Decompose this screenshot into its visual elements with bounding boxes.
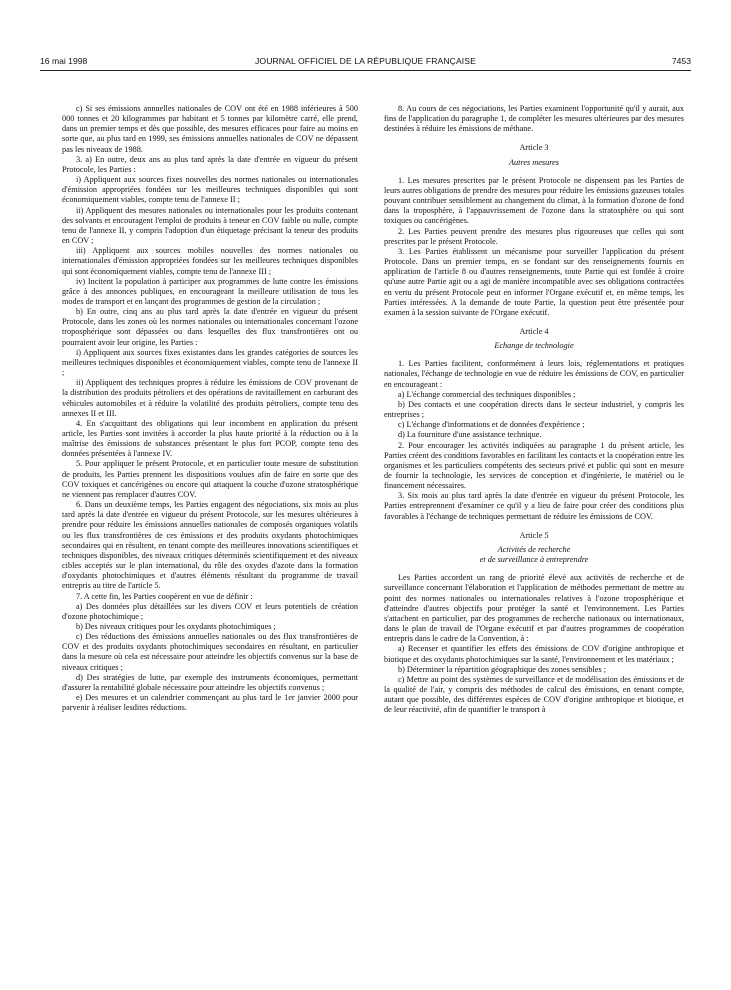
paragraph: 2. Pour encourager les activités indiquées au paragraphe 1 du présent article, les Parties créent des conditions favorables en facilitant les contacts et la coopération entre les organismes et les particuliers compétents des secteurs privé et public qui sont en mesure de fournir la technologie, les services de conception et d'ingénierie, le matériel ou le financement nécessaires.: [384, 440, 684, 491]
issue-date: 16 mai 1998: [40, 56, 88, 66]
list-item: e) Des mesures et un calendrier commençant au plus tard le 1er janvier 2000 pour parvenir à réaliser lesdites réductions.: [62, 693, 358, 713]
article-3-subheading: Autres mesures: [508, 157, 560, 167]
journal-title: JOURNAL OFFICIEL DE LA RÉPUBLIQUE FRANÇAISE: [255, 56, 476, 66]
paragraph: b) En outre, cinq ans au plus tard après la date d'entrée en vigueur du présent Protocole, dans les zones où les normes nationales ou internationales concernant l'ozone troposphérique sont dépassées ou dans lesquelles des flux transfrontières ont ou pourraient avoir leur origine, les Parties :: [62, 307, 358, 347]
article-4-heading: Article 4: [519, 326, 549, 336]
paragraph: Les Parties accordent un rang de priorité élevé aux activités de recherche et de surveillance concernant l'élaboration et l'application de méthodes permettant de mettre au point des normes nationales ou internationales relatives à l'ozone troposphérique et d'atteindre d'autres objectifs pour protéger la santé et l'environnement. Les Parties s'attachent en particulier, par des programmes de recherche nationaux ou internationaux, dans le plan de travail de l'Organe exécutif et par d'autres programmes de coopération entrepris dans le cadre de la Convention, à :: [384, 573, 684, 644]
article-5-subheading-line-1: Activités de recherche: [497, 544, 571, 554]
article-5-subheading-line-2: et de surveillance à entreprendre: [479, 555, 589, 565]
list-item: i) Appliquent aux sources fixes existantes dans les grandes catégories de sources les meilleures techniques disponibles et économiquement viables, compte tenu de l'annexe II ;: [62, 347, 358, 378]
right-column: [384, 104, 684, 715]
list-item: iv) Incitent la population à participer aux programmes de lutte contre les émissions grâce à des annonces publiques, en encourageant la meilleure utilisation de tous les modes de transport et en lançant des programmes de gestion de la circulation ;: [62, 276, 358, 306]
list-item: ii) Appliquent des techniques propres à réduire les émissions de COV provenant de la distribution des produits pétroliers et des opérations de ravitaillement en carburant des véhicules automobiles et à réduire la volatilité des produits pétroliers, compte tenu des annexes II et III.: [62, 378, 358, 418]
list-item: b) Déterminer la répartition géographique des zones sensibles ;: [398, 664, 607, 674]
list-item: b) Des niveaux critiques pour les oxydants photochimiques ;: [76, 621, 276, 631]
article-5-heading: Article 5: [519, 530, 549, 540]
paragraph: 1. Les mesures prescrites par le présent Protocole ne dispensent pas les Parties de leurs autres obligations de prendre des mesures pour réduire les émissions gazeuses totales pouvant contribuer sensiblement au changement du climat, à la formation d'ozone de fond dans la troposphère, à l'appauvrissement de l'ozone dans la stratosphère ou qui sont toxiques ou cancérigènes.: [384, 175, 684, 226]
list-item: d) Des stratégies de lutte, par exemple des instruments économiques, permettant d'assurer la rentabilité globale nécessaire pour atteindre les objectifs convenus ;: [62, 672, 358, 692]
list-item: a) Des données plus détaillées sur les divers COV et leurs potentiels de création d'ozone photochimique ;: [62, 601, 358, 621]
list-item: c) Des réductions des émissions annuelles nationales ou des flux transfrontières de COV et des produits oxydants photochimiques secondaires en résultant, en particulier dans la mesure où cela est nécessaire pour atteindre les objectifs convenus sur la base de niveaux critiques ;: [62, 632, 358, 672]
paragraph: 6. Dans un deuxième temps, les Parties engagent des négociations, six mois au plus tard après la date d'entrée en vigueur du présent Protocole, sur les mesures ultérieures à prendre pour réduire les émissions annuelles nationales de composés organiques volatils ou les flux transfrontières de ces émissions et des produits oxydants photochimiques secondaires qui en résultent, en tenant compte des meilleures innovations scientifiques et techniques disponibles, des niveaux critiques déterminés scientifiquement et des niveaux cibles acceptés sur le plan international, du rôle des oxydes d'azote dans la formation d'oxydants photochimiques et d'autres éléments résultant du programme de travail entrepris au titre de l'article 5.: [62, 500, 358, 591]
paragraph: 8. Au cours de ces négociations, les Parties examinent l'opportunité qu'il y aurait, aux fins de l'application du paragraphe 1, de compléter les mesures ultérieures par des mesures destinées à réduire les émissions de méthane.: [384, 104, 684, 134]
list-item: i) Appliquent aux sources fixes nouvelles des normes nationales ou internationales d'émission appropriées fondées sur les meilleures techniques disponibles qui sont économiquement viables, compte tenu de l'annexe II ;: [62, 175, 358, 205]
list-item: iii) Appliquent aux sources mobiles nouvelles des normes nationales ou internationales d'émission appropriées fondées sur les meilleures techniques disponibles qui sont économiquement viables, compte tenu de l'annexe III ;: [62, 246, 358, 276]
paragraph: 3. Les Parties établissent un mécanisme pour surveiller l'application du présent Protocole. Dans un premier temps, en se fondant sur des renseignements fournis en application de l'article 8 ou d'autres renseignements, toute Partie qui est fondée à croire qu'une autre Partie agit ou a agi de manière incompatible avec ses obligations contractées en vertu du présent Protocole peut en informer l'Organe exécutif et, en même temps, les Parties intéressées. A la demande de toute Partie, la question peut être présentée pour examen à la session suivante de l'Organe exécutif.: [384, 246, 684, 317]
left-column: [62, 104, 358, 713]
paragraph: 7. A cette fin, les Parties coopèrent en vue de définir :: [76, 591, 253, 601]
list-item: d) La fourniture d'une assistance technique.: [398, 430, 542, 440]
paragraph: 1. Les Parties facilitent, conformément à leurs lois, réglementations et pratiques nationales, l'échange de technologie en vue de réduire les émissions de COV, en particulier en encourageant :: [384, 359, 684, 389]
paragraph: 3. a) En outre, deux ans au plus tard après la date d'entrée en vigueur du présent Protocole, les Parties :: [62, 154, 358, 174]
paragraph: 4. En s'acquittant des obligations qui leur incombent en application du présent article, les Parties sont invitées à accorder la plus haute priorité à la réduction ou à la maîtrise des émissions de substances présentant le plus fort PCOP, compte tenu des données présentées à l'annexe IV.: [62, 418, 358, 459]
page-header: [40, 56, 691, 70]
paragraph: c) Si ses émissions annuelles nationales de COV ont été en 1988 inférieures à 500 000 tonnes et 20 kilogrammes par habitant et 5 tonnes par kilomètre carré, elle prend, dans un premier temps et dès que possible, des mesures efficaces pour faire au moins en sorte que, au plus tard en 1999, ses émissions annuelles nationales de COV ne dépassent pas les niveaux de 1988.: [62, 104, 358, 154]
list-item: a) Recenser et quantifier les effets des émissions de COV d'origine anthropique et biotique et des oxydants photochimiques sur la santé, l'environnement et les matériaux ;: [384, 644, 684, 664]
page-number: 7453: [671, 56, 691, 66]
paragraph: 2. Les Parties peuvent prendre des mesures plus rigoureuses que celles qui sont prescrites par le présent Protocole.: [384, 226, 684, 246]
article-4-subheading: Echange de technologie: [494, 341, 574, 351]
list-item: b) Des contacts et une coopération directs dans le secteur industriel, y compris les entreprises ;: [384, 399, 684, 420]
paragraph: 5. Pour appliquer le présent Protocole, et en particulier toute mesure de substitution de produits, les Parties prennent les dispositions voulues afin de faire en sorte que des COV toxiques et cancérigènes ou encore qui attaquent la couche d'ozone stratosphérique ne viennent pas remplacer d'autres COV.: [62, 459, 358, 499]
header-rule: [40, 70, 691, 71]
paragraph: 3. Six mois au plus tard après la date d'entrée en vigueur du présent Protocole, les Parties entreprennent d'examiner ce qu'il y a lieu de faire pour créer des conditions plus favorables à l'échange de techniques permettant de réduire les émissions de COV.: [384, 491, 684, 521]
article-3-heading: Article 3: [519, 143, 549, 153]
list-item: a) L'échange commercial des techniques disponibles ;: [398, 389, 576, 399]
list-item: c) L'échange d'informations et de données d'expérience ;: [398, 420, 585, 430]
list-item: c) Mettre au point des systèmes de surveillance et de modélisation des émissions et de la qualité de l'air, y compris des méthodes de calcul des émissions, en tenant compte, autant que possible, des différentes espèces de COV d'origine anthropique et biotique, et de leur réactivité, afin de quantifier le transport à: [384, 674, 684, 715]
list-item: ii) Appliquent des mesures nationales ou internationales pour les produits contenant des solvants et encouragent l'emploi de produits à teneur en COV faible ou nulle, compte tenu de l'annexe II, y compris l'adoption d'un étiquetage précisant la teneur des produits en COV ;: [62, 205, 358, 246]
